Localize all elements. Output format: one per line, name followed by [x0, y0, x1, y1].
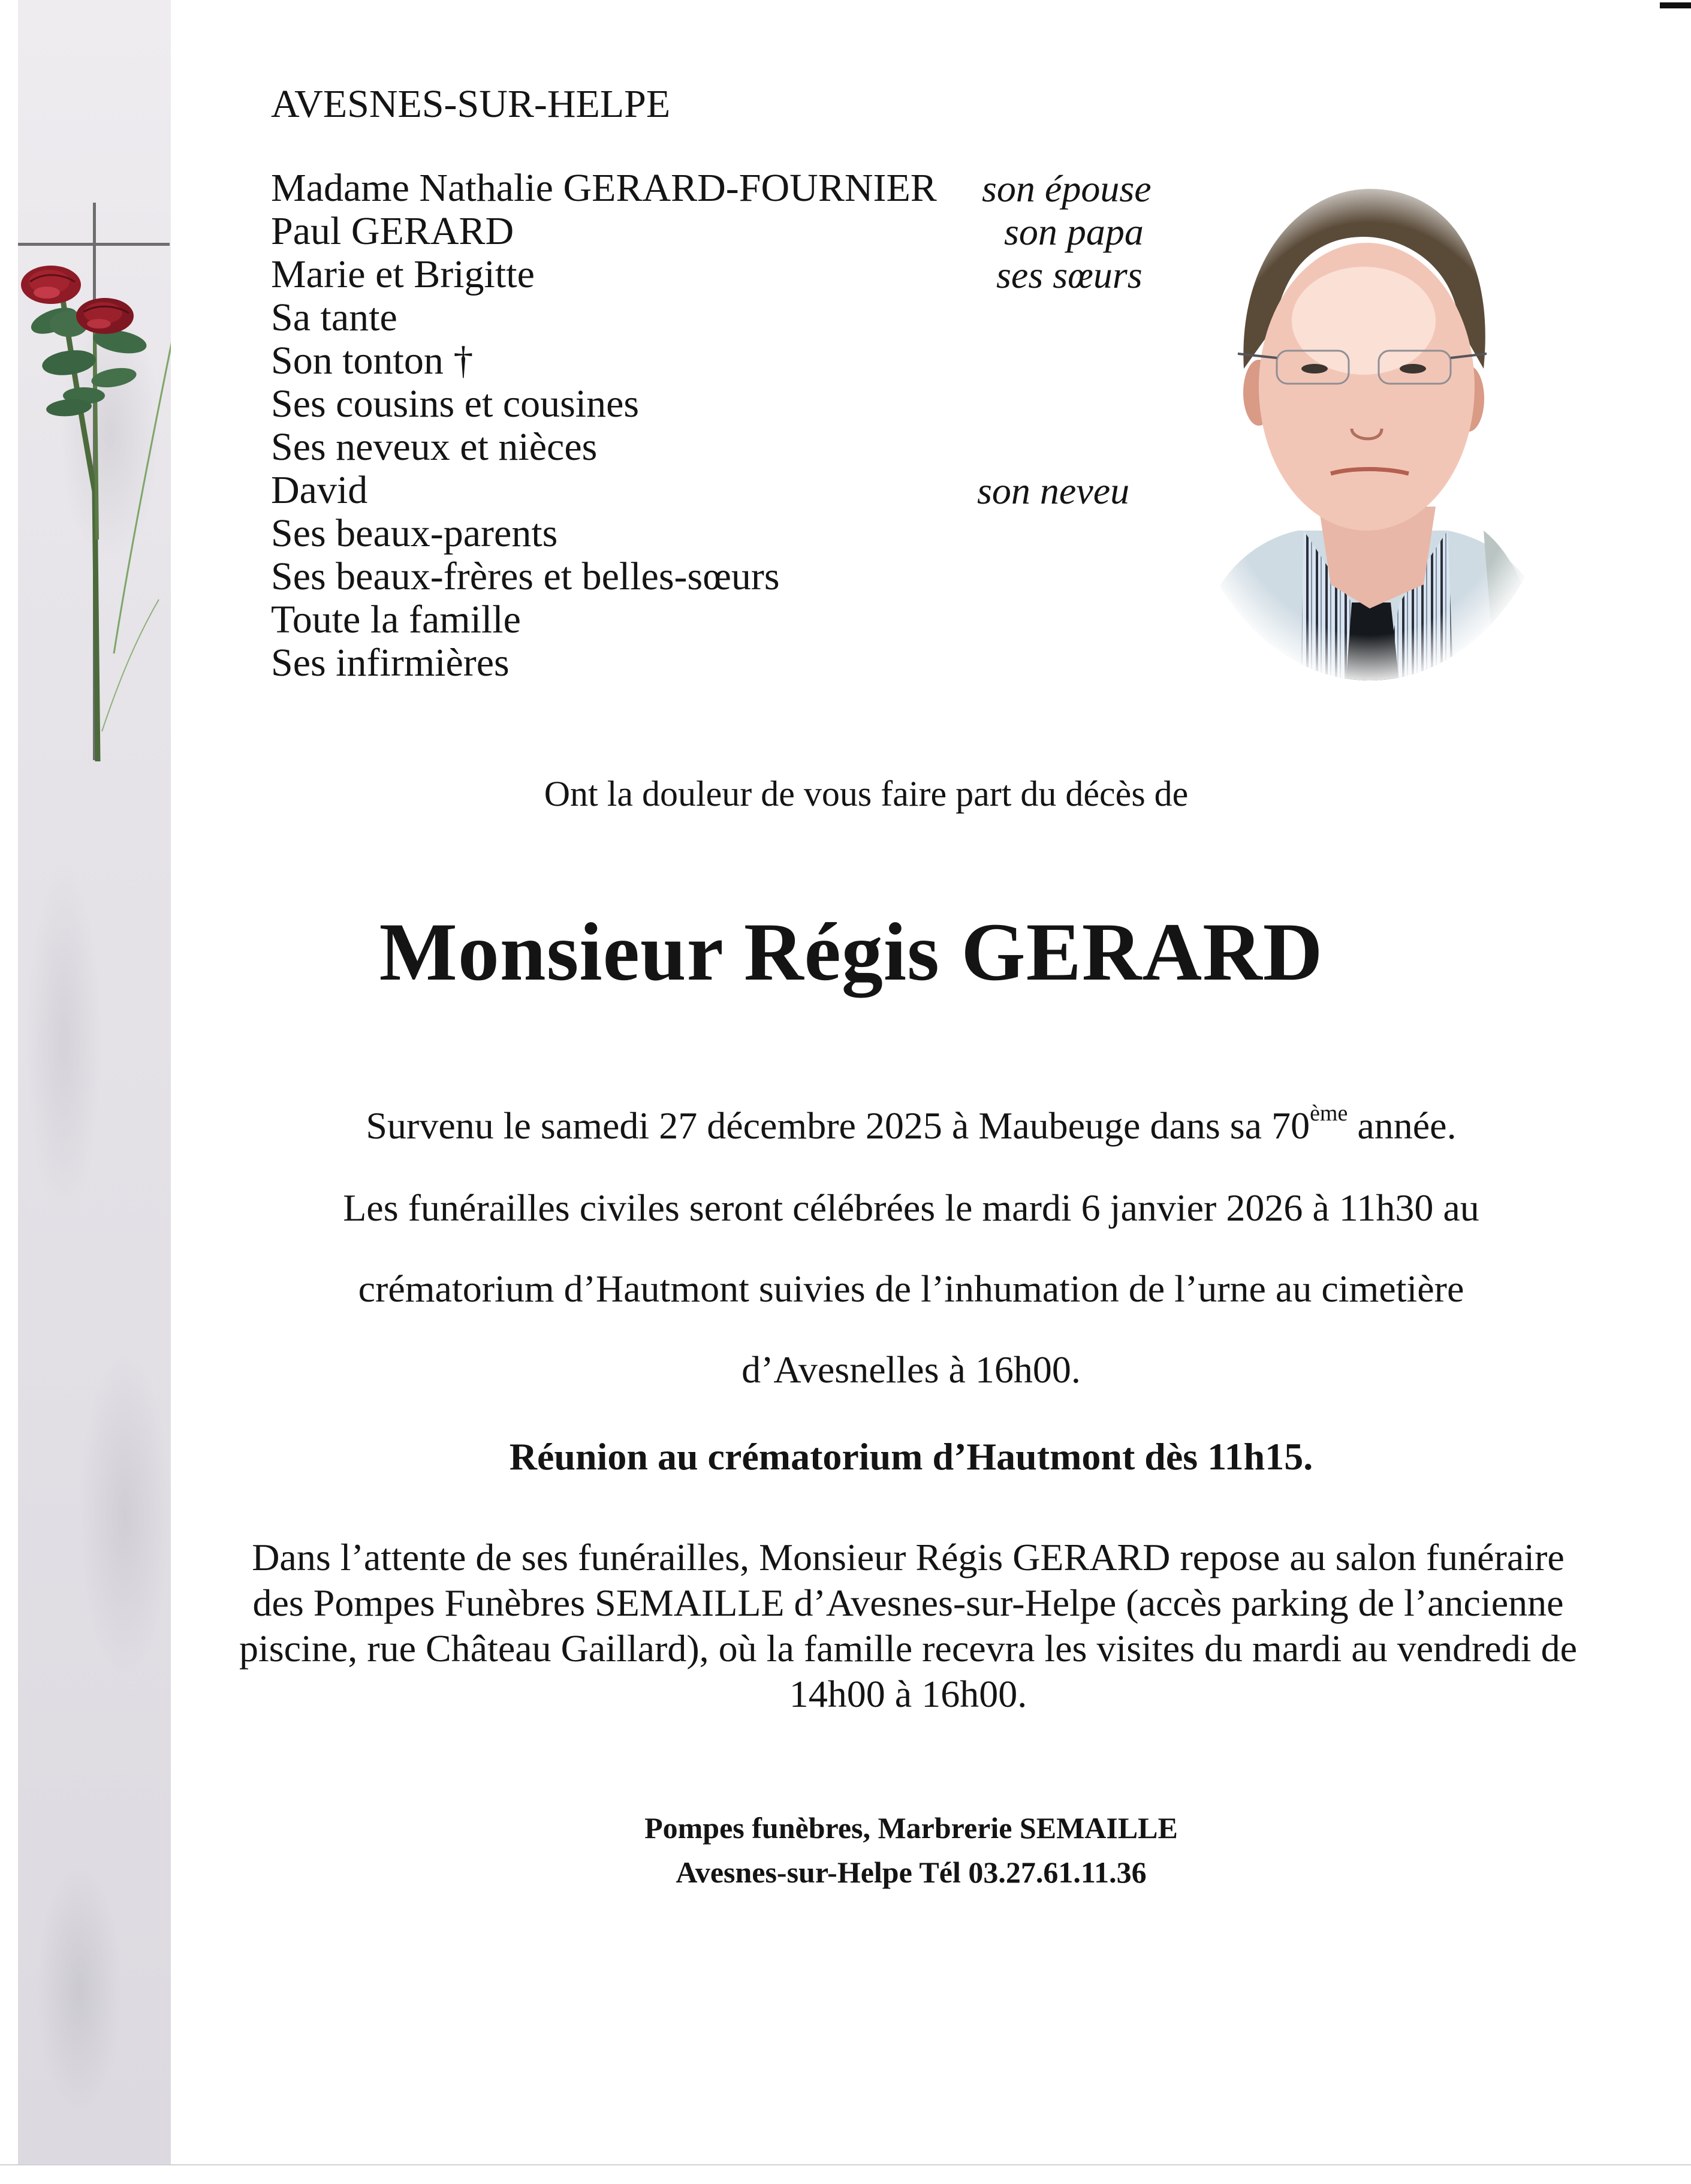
rose-leaf [41, 347, 98, 378]
family-member-name: Ses neveux et nièces [271, 425, 598, 469]
place-heading: AVESNES-SUR-HELPE [271, 82, 671, 126]
death-details-text: Survenu le samedi 27 décembre 2025 à Maubeuge dans sa 70 [366, 1104, 1310, 1147]
family-member-name: Son tonton † [271, 339, 474, 382]
reunion-notice: Réunion au crématorium d’Hautmont dès 11h15. [509, 1435, 1313, 1478]
family-member-name: Marie et Brigitte [271, 252, 535, 296]
funeral-line-2: crématorium d’Hautmont suivies de l’inhumation de l’urne au cimetière [358, 1267, 1464, 1310]
death-details-line [198, 1101, 1624, 1147]
rose-flower [21, 266, 81, 304]
grass-blade [102, 600, 159, 731]
family-member-name: Ses infirmières [271, 641, 510, 685]
family-member-name: Toute la famille [271, 598, 521, 641]
family-member-role: son épouse [982, 167, 1152, 210]
family-member-name: Paul GERARD [271, 209, 514, 253]
deceased-portrait-photo [1172, 171, 1568, 686]
cross-and-roses-illustration [18, 0, 171, 2164]
funeral-home-name: Pompes funèbres, Marbrerie SEMAILLE [644, 1811, 1178, 1845]
funeral-home-contact: Avesnes-sur-Helpe Tél 03.27.61.11.36 [676, 1855, 1147, 1889]
family-member-name: Ses beaux-frères et belles-sœurs [271, 555, 780, 598]
scan-corner-mark [1660, 2, 1691, 8]
announcement-text: Ont la douleur de vous faire part du décès de [544, 774, 1189, 814]
family-member-name: David [271, 468, 368, 512]
rose-flower [76, 298, 134, 334]
family-member-role: son neveu [977, 469, 1130, 512]
ordinal-suffix: ème [1310, 1101, 1348, 1126]
funeral-line-1: Les funérailles civiles seront célébrées le mardi 6 janvier 2026 à 11h30 au [343, 1186, 1479, 1229]
page-bottom-rule [0, 2164, 1691, 2165]
cross-horizontal-bar [18, 243, 170, 246]
deceased-name-title: Monsieur Régis GERARD [379, 906, 1324, 998]
family-member-name: Sa tante [271, 296, 397, 339]
family-member-name: Ses cousins et cousines [271, 382, 640, 426]
family-member-name: Ses beaux-parents [271, 511, 558, 555]
family-member-role: ses sœurs [996, 254, 1143, 296]
family-member-role: son papa [1004, 210, 1144, 253]
repose-paragraph: Dans l’attente de ses funérailles, Monsieur Régis GERARD repose au salon funéraire des Pompes Funèbres SEMAILLE d’Avesnes-sur-Helpe (accès parking de l’ancienne piscine, rue Château Gaillard), où la famille recevra les visites du mardi au vendredi de 14h00 à 16h00. [239, 1536, 1578, 1715]
funeral-line-3: d’Avesnelles à 16h00. [741, 1348, 1081, 1391]
decorative-marble-strip [18, 0, 171, 2164]
family-member-name: Madame Nathalie GERARD-FOURNIER [271, 166, 937, 210]
death-details-end: année. [1348, 1104, 1457, 1147]
